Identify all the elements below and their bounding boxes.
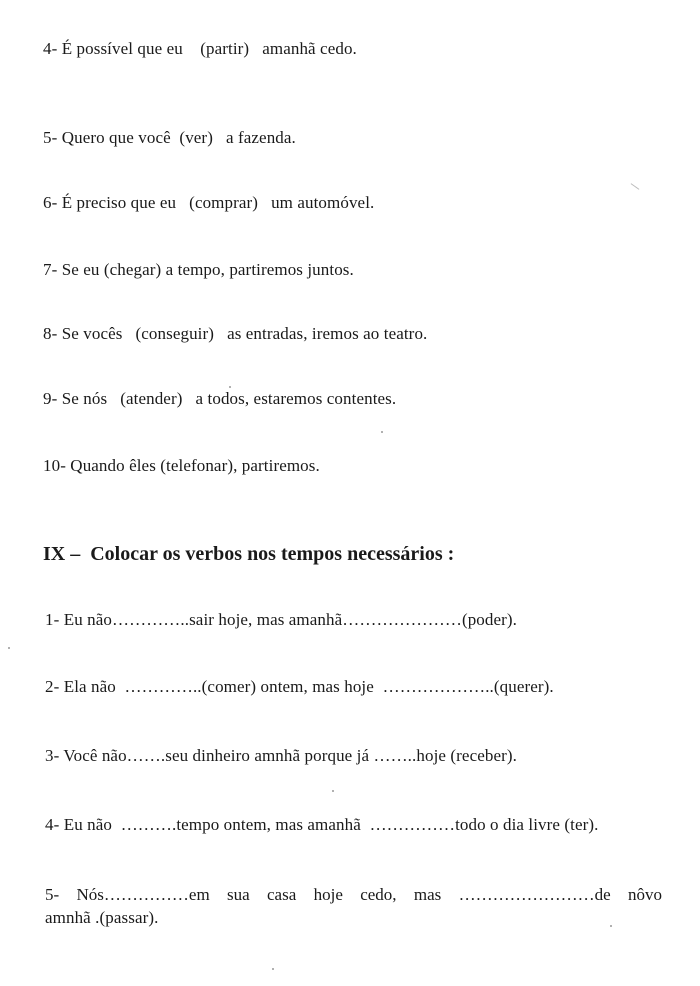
scan-artifact [8,647,10,649]
ix-item-5-word: 5- [45,885,60,904]
exercise-item-8: 8- Se vocês (conseguir) as entradas, iremos ao teatro. [43,324,428,343]
ix-item-4: 4- Eu não ……….tempo ontem, mas amanhã ……………todo o dia livre (ter). [45,815,599,834]
ix-item-5-word: Nós……………em [76,885,210,904]
ix-item-5-word: sua [227,885,250,904]
ix-item-5-line-2: amnhã .(passar). [45,908,159,927]
ix-item-5-word: mas [413,885,442,904]
exercise-item-6: 6- É preciso que eu (comprar) um automóvel. [43,193,375,212]
ix-item-3: 3- Você não…….seu dinheiro amnhã porque já ……..hoje (receber). [45,746,517,765]
ix-item-1: 1- Eu não…………..sair hoje, mas amanhã…………………(poder). [45,610,518,629]
scan-artifact [332,790,334,792]
ix-item-5-word: cedo, [360,885,397,904]
scan-artifact [229,386,231,388]
exercise-item-4: 4- É possível que eu (partir) amanhã cedo. [43,39,357,58]
ix-item-5-word: ……………………de [458,885,611,904]
exercise-item-7: 7- Se eu (chegar) a tempo, partiremos juntos. [43,260,354,279]
ix-item-5-word: nôvo [627,885,662,904]
scan-artifact [610,925,612,927]
ix-item-5-word: hoje [313,885,343,904]
scan-artifact [381,431,383,433]
exercise-item-10: 10- Quando êles (telefonar), partiremos. [43,456,320,475]
section-ix-heading: IX – Colocar os verbos nos tempos necessários : [43,543,455,565]
exercise-item-5: 5- Quero que você (ver) a fazenda. [43,128,296,147]
ix-item-5-line-1 [45,884,662,906]
ix-item-5-word: casa [267,885,297,904]
scan-artifact [631,183,640,190]
ix-item-2: 2- Ela não …………..(comer) ontem, mas hoje ………………..(querer). [45,677,554,696]
scan-artifact [272,968,274,970]
exercise-item-9: 9- Se nós (atender) a todos, estaremos contentes. [43,389,397,408]
